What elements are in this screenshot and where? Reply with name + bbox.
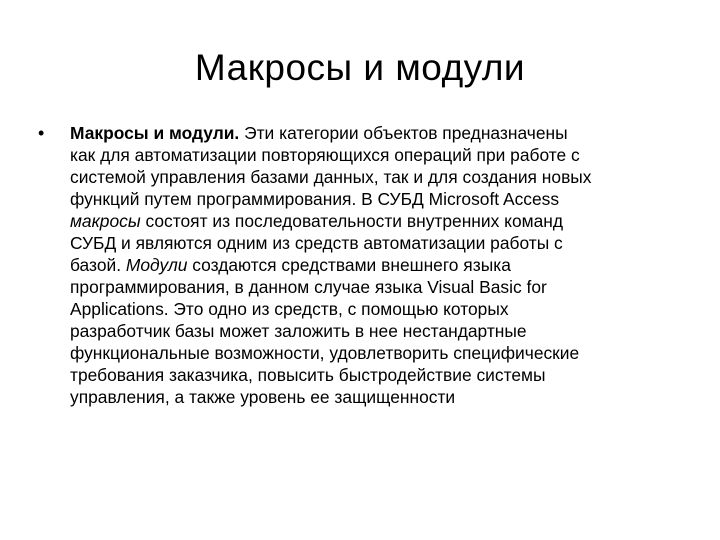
macros-term: макросы xyxy=(70,211,141,231)
text-line-6: СУБД и являются одним из средств автоматизации работы с xyxy=(70,233,563,253)
slide-title: Макросы и модули xyxy=(194,47,526,88)
text-line-10: разработчик базы может заложить в нее нестандартные xyxy=(70,321,527,341)
text-line-5 xyxy=(70,210,678,232)
text-line-7 xyxy=(70,254,678,276)
text-line-9: Applications. Это одно из средств, с помощью которых xyxy=(70,299,509,319)
bullet-paragraph xyxy=(70,122,678,408)
text-line-11: функциональные возможности, удовлетворить специфические xyxy=(70,343,580,363)
text-line-8: программирования, в данном случае языка Visual Basic for xyxy=(70,277,547,297)
text-line-13: управления, а также уровень ее защищенности xyxy=(70,387,456,407)
bullet-item xyxy=(38,122,678,408)
modules-term: Модули xyxy=(125,255,188,275)
line-5-rest: состоят из последовательности внутренних команд xyxy=(140,211,563,231)
text-line-1 xyxy=(70,122,678,144)
line-7-start: базой. xyxy=(70,255,126,275)
slide-content xyxy=(38,122,678,408)
bullet-icon: • xyxy=(38,123,45,143)
text-line-2: как для автоматизации повторяющихся операций при работе с xyxy=(70,145,580,165)
text-line-3: системой управления базами данных, так и для создания новых xyxy=(70,167,592,187)
line-1-rest: Эти категории объектов предназначены xyxy=(239,123,568,143)
line-7-rest: создаются средствами внешнего языка xyxy=(187,255,511,275)
text-line-4: функций путем программирования. В СУБД Microsoft Access xyxy=(70,189,560,209)
lead-term: Макросы и модули. xyxy=(70,123,240,143)
text-line-12: требования заказчика, повысить быстродействие системы xyxy=(70,365,546,385)
